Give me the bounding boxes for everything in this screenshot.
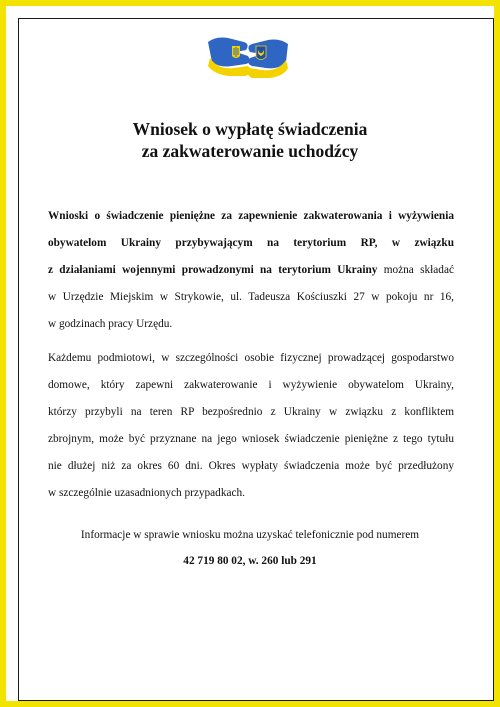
paragraph1-line-5: w godzinach pracy Urzędu.: [48, 318, 173, 330]
ukraine-handshake-icon: [206, 32, 290, 80]
paragraph2-line-6: w szczególnie uzasadnionych przypadkach.: [48, 487, 245, 499]
paragraph2-line-2: domowe, który zapewni zakwaterowanie i wyżywienie obywatelom Ukrainy,: [48, 379, 454, 391]
paragraph2-line-1: Każdemu podmiotowi, w szczególności osobie fizycznej prowadzącej gospodarstwo: [48, 352, 454, 364]
contact-phone-number: 42 719 80 02, w. 260 lub 291: [183, 555, 317, 567]
paragraph1-line-3-rest: można składać: [377, 264, 454, 276]
paragraph1-line-3-bold: z działaniami wojennymi prowadzonymi na terytorium Ukrainy: [48, 264, 378, 276]
paragraph-eligibility: [48, 345, 454, 507]
paragraph1-line-4: w Urzędzie Miejskim w Strykowie, ul. Tadeusza Kościuszki 27 w pokoju nr 16,: [48, 291, 454, 303]
paragraph1-line-1: Wnioski o świadczenie pieniężne za zapewnienie zakwaterowania i wyżywienia: [48, 210, 454, 222]
paragraph-submission-info: [48, 203, 454, 338]
paragraph2-line-4: zbrojnym, może być przyznane na jego wniosek świadczenie pieniężne z tego tytułu: [48, 433, 454, 445]
paragraph2-line-3: którzy przybyli na teren RP bezpośrednio z Ukrainy w związku z konfliktem: [48, 406, 454, 418]
paragraph2-line-5: nie dłużej niż za okres 60 dni. Okres wypłaty świadczenia może być przedłużony: [48, 460, 454, 472]
contact-info-text: Informacje w sprawie wniosku można uzyskać telefonicznie pod numerem: [80, 529, 420, 541]
document-title: [40, 118, 460, 162]
title-line-2: za zakwaterowanie uchodźcy: [141, 141, 359, 161]
title-line-1: Wniosek o wypłatę świadczenia: [132, 119, 368, 139]
paragraph1-line-2: obywatelom Ukrainy przybywającym na terytorium RP, w związku: [48, 237, 454, 249]
paragraph1-line-3: [48, 257, 454, 284]
